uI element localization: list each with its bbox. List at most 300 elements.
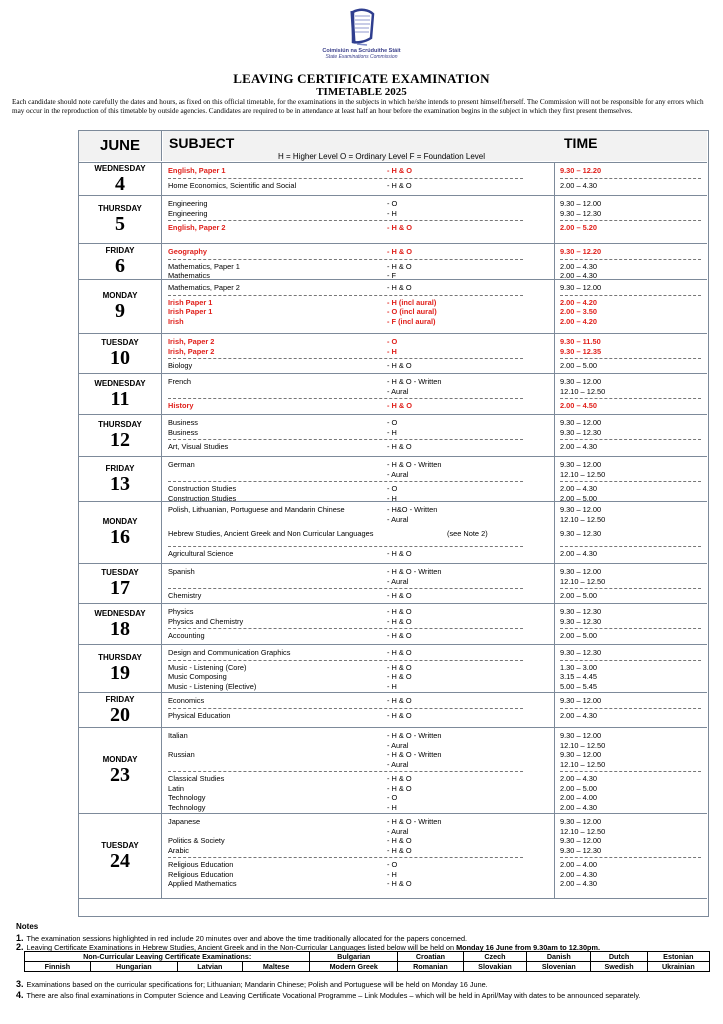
exam-subject: History	[168, 401, 194, 410]
note-3-number: 3.	[16, 979, 24, 989]
session-divider	[168, 628, 523, 629]
exam-time: 3.15 – 4.45	[560, 672, 597, 681]
exam-level: - O	[387, 418, 398, 427]
exam-subject: Irish	[168, 316, 184, 326]
day-cell	[79, 374, 162, 414]
exam-level: - H	[387, 869, 397, 879]
exam-time: 2.00 – 5.20	[560, 223, 597, 232]
exam-time: 2.00 – 5.00	[560, 783, 597, 793]
exam-level: - H & O	[387, 261, 412, 271]
session-divider	[560, 220, 701, 221]
day-block	[79, 814, 707, 899]
languages-row-2	[25, 962, 710, 972]
exam-level: - H & O	[387, 662, 412, 672]
exam-time: 12.10 – 12.50	[560, 759, 606, 769]
exam-row	[163, 428, 707, 438]
day-name: WEDNESDAY	[94, 608, 146, 618]
exam-row	[163, 672, 707, 682]
session-divider	[560, 771, 701, 772]
exam-level: - H & O	[387, 166, 413, 175]
exam-row	[163, 760, 707, 770]
session-divider	[560, 259, 701, 260]
exam-subject: English, Paper 1	[168, 166, 226, 175]
day-number: 4	[115, 172, 125, 195]
exam-level: - H	[387, 681, 397, 691]
day-cell	[79, 814, 162, 898]
exam-subject: Engineering	[168, 208, 208, 218]
exam-level: - H & O	[387, 247, 413, 256]
exam-time: 9.30 – 12.30	[560, 648, 602, 657]
exam-time: 9.30 – 12.00	[560, 731, 602, 740]
exam-level: - F (incl aural)	[387, 316, 436, 326]
exam-subject: Religious Education	[168, 860, 234, 869]
day-name: THURSDAY	[98, 653, 142, 662]
exam-subject: Russian	[168, 750, 195, 759]
exam-row	[163, 442, 707, 452]
exam-time: 9.30 – 12.35	[560, 346, 602, 356]
day-block	[79, 415, 707, 457]
day-number: 10	[110, 347, 130, 369]
session-divider	[168, 660, 523, 661]
session-divider	[168, 857, 523, 858]
exam-time: 2.00 – 3.50	[560, 307, 597, 316]
day-block	[79, 693, 707, 728]
exam-subject: Irish Paper 1	[168, 307, 213, 316]
harp-icon	[347, 8, 377, 46]
exam-row	[163, 741, 707, 751]
exam-level: - O	[387, 337, 398, 346]
exam-level: - H & O	[387, 607, 412, 616]
exam-row	[163, 648, 707, 658]
exam-time: 9.30 – 12.00	[560, 283, 602, 292]
exam-level: - H	[387, 802, 397, 812]
exam-time: 9.30 – 12.00	[560, 505, 602, 514]
exam-level: - H & O	[387, 548, 412, 558]
exam-row	[163, 387, 707, 397]
day-block	[79, 244, 707, 280]
exam-time: 9.30 – 12.30	[560, 616, 602, 626]
exam-subject: Polish, Lithuanian, Portuguese and Mandarin Chinese	[168, 505, 345, 514]
languages-table	[24, 951, 710, 972]
day-block	[79, 457, 707, 502]
session-divider	[560, 588, 701, 589]
day-cell	[79, 457, 162, 501]
exam-level: - H&O - Written	[387, 505, 438, 514]
exam-subject: Physics and Chemistry	[168, 616, 244, 626]
day-block	[79, 280, 707, 334]
exam-row	[163, 181, 707, 191]
day-block	[79, 163, 707, 196]
exam-subject: Music Composing	[168, 672, 227, 681]
exam-subject: Accounting	[168, 631, 205, 640]
exam-time: 2.00 – 4.00	[560, 793, 597, 802]
exam-time: 5.00 – 5.45	[560, 681, 597, 691]
languages-title: Non-Curricular Leaving Certificate Examinations:	[25, 952, 310, 962]
day-number: 17	[110, 577, 130, 599]
exam-row	[163, 711, 707, 721]
exam-level: - H & O	[387, 879, 412, 888]
exam-level: - O (incl aural)	[387, 307, 437, 316]
language-cell: Latvian	[177, 962, 242, 972]
session-divider	[168, 708, 523, 709]
exam-row	[163, 361, 707, 371]
day-name: TUESDAY	[101, 568, 139, 577]
exam-time: 2.00 – 5.00	[560, 361, 597, 370]
exam-subject: Irish, Paper 2	[168, 346, 215, 356]
day-cell	[79, 163, 162, 195]
exam-subject: Latin	[168, 783, 185, 793]
exam-level: - Aural	[387, 759, 409, 769]
languages-row-1	[25, 952, 710, 962]
day-cell	[79, 415, 162, 456]
session-divider	[168, 220, 523, 221]
header-subject: SUBJECT	[169, 135, 235, 151]
exam-subject: Music - Listening (Core)	[168, 662, 247, 672]
exam-row	[163, 774, 707, 784]
exam-level: (see Note 2)	[447, 529, 488, 538]
exam-subject: Technology	[168, 793, 206, 802]
session-divider	[560, 708, 701, 709]
exam-level: - H & O - Written	[387, 731, 442, 740]
exam-time: 2.00 – 4.30	[560, 180, 597, 190]
exam-row	[163, 731, 707, 741]
exam-level: - H & O	[387, 774, 412, 783]
exam-subject: Japanese	[168, 817, 201, 826]
day-number: 13	[110, 472, 130, 495]
exam-level: - H (incl aural)	[387, 297, 437, 307]
exam-row	[163, 803, 707, 813]
exam-time: 2.00 – 4.50	[560, 401, 597, 410]
exam-level: - H & O	[387, 672, 412, 681]
day-name: MONDAY	[102, 291, 138, 300]
language-cell: Swedish	[591, 962, 647, 972]
day-block	[79, 334, 707, 374]
exam-level: - H & O	[387, 591, 412, 600]
exam-time: 9.30 – 12.30	[560, 529, 602, 538]
session-divider	[168, 178, 523, 179]
exam-time: 9.30 – 12.00	[560, 460, 602, 469]
exam-row	[163, 567, 707, 577]
exam-level: - O	[387, 484, 398, 493]
exam-time: 2.00 – 4.30	[560, 710, 597, 720]
day-name: WEDNESDAY	[94, 163, 146, 173]
language-cell: Ukrainian	[647, 962, 709, 972]
notes-heading: Notes	[16, 922, 39, 931]
day-block	[79, 502, 707, 564]
exam-row	[163, 377, 707, 387]
exam-time: 12.10 – 12.50	[560, 826, 606, 836]
session-divider	[168, 295, 523, 296]
exam-row	[163, 860, 707, 870]
exam-level: - Aural	[387, 386, 409, 396]
day-number: 18	[110, 617, 130, 640]
exam-time: 9.30 – 12.00	[560, 567, 602, 576]
exam-subject: Irish, Paper 2	[168, 337, 215, 346]
language-cell: Bulgarian	[310, 952, 398, 962]
language-cell: Danish	[527, 952, 591, 962]
session-divider	[560, 398, 701, 399]
session-divider	[560, 857, 701, 858]
exam-subject: Construction Studies	[168, 493, 237, 503]
exam-level: - H & O	[387, 783, 412, 793]
exam-subject: Technology	[168, 802, 206, 812]
notes	[16, 922, 712, 953]
exam-row	[163, 846, 707, 856]
exam-subject: Biology	[168, 361, 193, 370]
exam-subject: Mathematics	[168, 271, 210, 280]
exam-subject: Agricultural Science	[168, 548, 234, 558]
session-divider	[168, 259, 523, 260]
exam-time: 9.30 – 12.30	[560, 208, 602, 218]
exam-time: 9.30 – 12.00	[560, 836, 602, 845]
day-cell	[79, 244, 162, 279]
exam-row	[163, 283, 707, 293]
exam-row	[163, 817, 707, 827]
exam-subject: Physical Education	[168, 710, 231, 720]
note-2-date: Monday 16 June from 9.30am to 12.30pm.	[456, 943, 601, 952]
day-block	[79, 564, 707, 604]
exam-time: 9.30 – 12.00	[560, 696, 602, 705]
exam-row	[163, 529, 707, 539]
session-divider	[168, 481, 523, 482]
day-number: 5	[115, 213, 125, 235]
exam-time: 2.00 – 4.30	[560, 484, 597, 493]
exam-time: 12.10 – 12.50	[560, 386, 606, 396]
exam-time: 12.10 – 12.50	[560, 469, 606, 479]
exam-level: - H & O	[387, 180, 412, 190]
exam-subject: Mathematics, Paper 1	[168, 261, 240, 271]
exam-time: 2.00 – 4.20	[560, 297, 597, 307]
intro-paragraph: Each candidate should note carefully the dates and hours, as fixed on this official timetable, for the examinations in the subjects in which he/she intends to present himself/herself. The Commission will not be responsible for any errors which may occur in the reproduction of this timetable by outside agencies. Candidates are required to be in attendance at least half an hour before the examination begins in the subject in which they first present themselves.	[12, 98, 704, 115]
language-cell: Romanian	[398, 962, 464, 972]
exam-time: 2.00 – 4.30	[560, 442, 597, 451]
exam-row	[163, 631, 707, 641]
language-cell: Czech	[463, 952, 527, 962]
day-cell	[79, 502, 162, 563]
language-cell: Maltese	[242, 962, 310, 972]
exam-time: 9.30 – 12.00	[560, 377, 602, 386]
exam-row	[163, 663, 707, 673]
note-4-number: 4.	[16, 990, 24, 1000]
logo-line-2: State Examinations Commission	[325, 54, 398, 60]
day-cell	[79, 728, 162, 813]
exam-row	[163, 827, 707, 837]
exam-subject: Hebrew Studies, Ancient Greek and Non Curricular Languages	[168, 529, 374, 538]
note-1-number: 1.	[16, 932, 24, 943]
exam-level: - H & O	[387, 283, 412, 292]
day-name: TUESDAY	[101, 338, 139, 347]
session-divider	[560, 546, 701, 547]
exam-row	[163, 879, 707, 889]
exam-level: - H & O - Written	[387, 377, 442, 386]
timetable	[78, 130, 709, 917]
exam-time: 1.30 – 3.00	[560, 662, 597, 672]
header-time: TIME	[564, 135, 598, 151]
exam-time: 12.10 – 12.50	[560, 514, 606, 524]
note-1	[16, 934, 712, 944]
exam-row	[163, 223, 707, 233]
exam-subject: Music - Listening (Elective)	[168, 681, 257, 691]
day-number: 20	[110, 703, 130, 726]
exam-time: 9.30 – 11.50	[560, 337, 601, 346]
timetable-header	[79, 131, 707, 163]
day-name: FRIDAY	[105, 246, 135, 255]
exam-row	[163, 696, 707, 706]
exam-level: - Aural	[387, 514, 409, 524]
exam-level: - H	[387, 427, 397, 437]
language-cell: Estonian	[647, 952, 709, 962]
page-subtitle: TIMETABLE 2025	[316, 86, 407, 98]
exam-time: 2.00 – 4.30	[560, 869, 597, 879]
exam-time: 9.30 – 12.00	[560, 750, 602, 759]
day-block	[79, 645, 707, 693]
exam-subject: Mathematics, Paper 2	[168, 283, 240, 292]
exam-level: - Aural	[387, 469, 409, 479]
day-name: FRIDAY	[105, 463, 135, 473]
exam-row	[163, 577, 707, 587]
note-2-number: 2.	[16, 942, 24, 952]
exam-time: 9.30 – 12.30	[560, 845, 602, 855]
day-cell	[79, 334, 162, 373]
exam-subject: Geography	[168, 247, 208, 256]
note-4-text: There are also final examinations in Computer Science and Leaving Certificate Vocational Programme – Link Modules – which will be held in April/May with dates to be announced separately.	[26, 991, 641, 1000]
exam-level: - Aural	[387, 576, 409, 586]
session-divider	[560, 481, 701, 482]
exam-row	[163, 209, 707, 219]
exam-subject: Irish Paper 1	[168, 297, 213, 307]
session-divider	[560, 660, 701, 661]
exam-level: - H & O - Written	[387, 460, 442, 469]
session-divider	[168, 546, 523, 547]
exam-subject: Economics	[168, 696, 205, 705]
exam-row	[163, 784, 707, 794]
exam-time: 9.30 – 12.20	[560, 247, 602, 256]
exam-subject: Classical Studies	[168, 774, 225, 783]
day-block	[79, 374, 707, 415]
day-cell	[79, 196, 162, 243]
exam-row	[163, 347, 707, 357]
exam-level: - O	[387, 199, 398, 208]
day-name: THURSDAY	[98, 420, 142, 429]
session-divider	[560, 439, 701, 440]
language-cell: Slovakian	[463, 962, 527, 972]
exam-level: - H & O	[387, 401, 413, 410]
exam-level: - H & O	[387, 845, 412, 855]
day-name: MONDAY	[102, 517, 138, 526]
exam-level: - H	[387, 493, 397, 503]
exam-time: 2.00 – 4.30	[560, 261, 597, 271]
language-cell: Finnish	[25, 962, 91, 972]
day-name: TUESDAY	[101, 840, 139, 850]
exam-row	[163, 298, 707, 308]
exam-time: 2.00 – 5.00	[560, 493, 597, 503]
exam-row	[163, 591, 707, 601]
exam-row	[163, 549, 707, 559]
logo-line-1: Coimisiún na Scrúduithe Stáit	[322, 48, 401, 54]
day-cell	[79, 645, 162, 692]
exam-level: - H & O	[387, 223, 413, 232]
day-name: WEDNESDAY	[94, 378, 146, 388]
day-number: 9	[115, 300, 125, 322]
exam-subject: Business	[168, 427, 198, 437]
exam-row	[163, 199, 707, 209]
day-number: 23	[110, 764, 130, 786]
exam-time: 9.30 – 12.30	[560, 607, 602, 616]
exam-row	[163, 836, 707, 846]
exam-subject: English, Paper 2	[168, 223, 226, 232]
note-3	[16, 979, 488, 989]
day-number: 6	[115, 255, 125, 277]
day-cell	[79, 693, 162, 727]
exam-subject: French	[168, 377, 192, 386]
session-divider	[560, 295, 701, 296]
exam-level: - H & O	[387, 710, 412, 720]
day-number: 11	[110, 387, 130, 410]
exam-level: - H & O	[387, 648, 412, 657]
day-block	[79, 196, 707, 244]
exam-level: - H & O - Written	[387, 817, 442, 826]
exam-time: 9.30 – 12.00	[560, 418, 602, 427]
exam-level: - O	[387, 860, 398, 869]
exam-subject: Physics	[168, 607, 194, 616]
session-divider	[560, 178, 701, 179]
exam-level: - Aural	[387, 826, 409, 836]
day-name: MONDAY	[102, 755, 138, 764]
exam-row	[163, 460, 707, 470]
exam-level: - H & O	[387, 616, 412, 626]
exam-subject: Construction Studies	[168, 484, 237, 493]
exam-row	[163, 617, 707, 627]
exam-row	[163, 262, 707, 272]
language-cell: Dutch	[591, 952, 647, 962]
note-4	[16, 990, 640, 1000]
exam-time: 9.30 – 12.00	[560, 817, 602, 826]
note-1-text: The examination sessions highlighted in red include 20 minutes over and above the time traditionally allocated for the papers concerned.	[26, 933, 468, 943]
note-3-text: Examinations based on the curricular specifications for; Lithuanian; Mandarin Chinese; Polish and Portuguese will be held on Monday 16 June.	[26, 980, 488, 989]
exam-time: 2.00 – 4.30	[560, 774, 597, 783]
exam-time: 12.10 – 12.50	[560, 740, 606, 750]
exam-row	[163, 505, 707, 515]
exam-row	[163, 317, 707, 327]
language-cell: Hungarian	[90, 962, 177, 972]
exam-row	[163, 607, 707, 617]
exam-time: 9.30 – 12.00	[560, 199, 602, 208]
header-subject-cell	[163, 131, 554, 161]
exam-row	[163, 470, 707, 480]
exam-time: 2.00 – 4.30	[560, 879, 597, 888]
language-cell: Slovenian	[527, 962, 591, 972]
exam-subject: Business	[168, 418, 198, 427]
exam-subject: Italian	[168, 731, 188, 740]
day-number: 16	[110, 526, 130, 548]
exam-level: - O	[387, 793, 398, 802]
exam-subject: Home Economics, Scientific and Social	[168, 180, 297, 190]
exam-row	[163, 793, 707, 803]
day-number: 19	[110, 662, 130, 684]
session-divider	[560, 628, 701, 629]
sec-logo	[300, 8, 423, 60]
exam-level: - F	[387, 271, 397, 280]
exam-row	[163, 401, 707, 411]
exam-subject: German	[168, 460, 195, 469]
session-divider	[168, 439, 523, 440]
session-divider	[168, 358, 523, 359]
exam-time: 2.00 – 4.30	[560, 802, 597, 812]
day-cell	[79, 604, 162, 644]
day-name: THURSDAY	[98, 204, 142, 213]
exam-subject: Design and Communication Graphics	[168, 648, 291, 657]
exam-level: - H & O	[387, 696, 412, 705]
